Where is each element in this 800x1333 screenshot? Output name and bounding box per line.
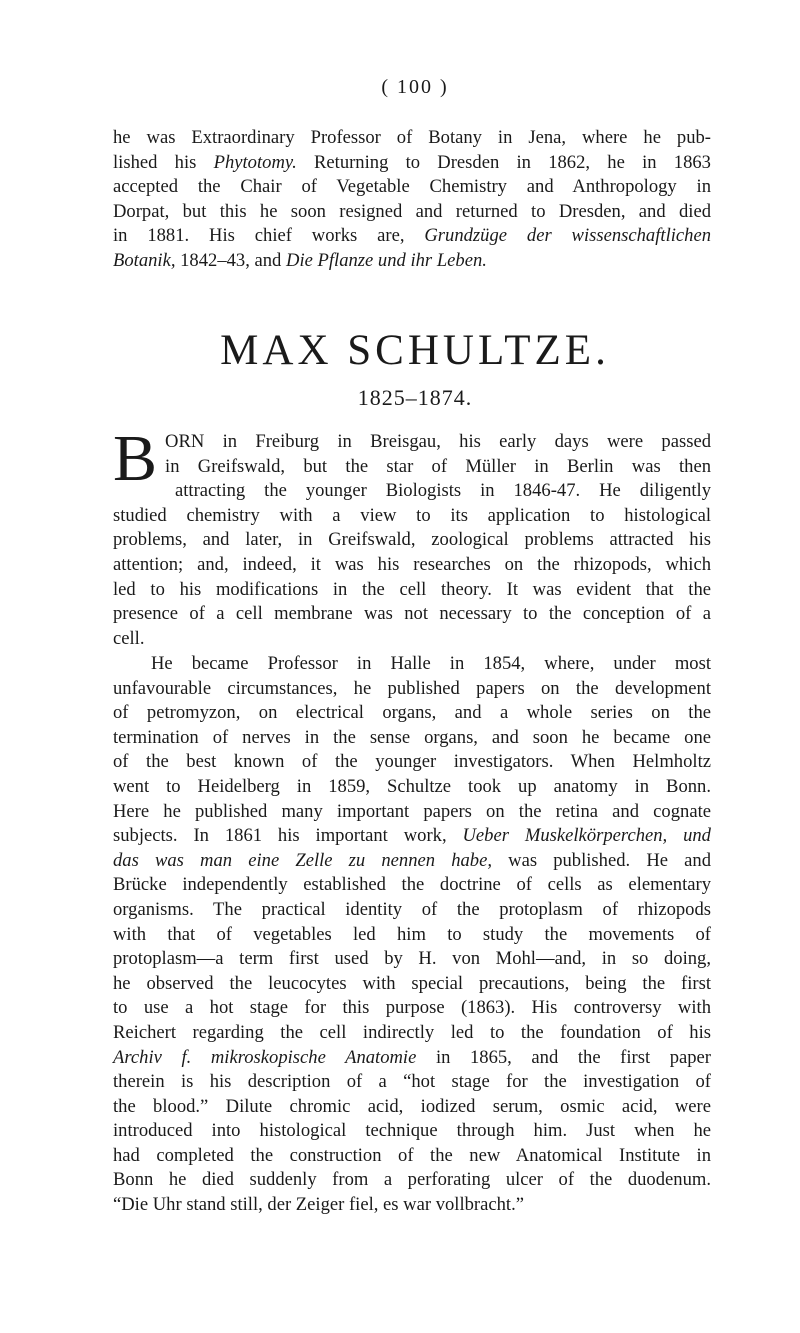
text-line: unfavourable circumstances, he published papers on the development [113, 677, 711, 699]
text-line: accepted the Chair of Vegetable Chemistry and Anthropology in [113, 176, 711, 198]
book-title: Die Pflanze und ihr Leben. [286, 249, 487, 271]
text-line: attracting the younger Biologists in 1846-47. He diligently [175, 480, 711, 502]
text-line: Brücke independently established the doctrine of cells as elementary [113, 874, 711, 896]
text-line: with that of vegetables led him to study the movements of [113, 923, 711, 945]
text-line: presence of a cell membrane was not necessary to the conception of a [113, 603, 711, 625]
book-title: Grundzüge der wissenschaftlichen [424, 225, 711, 247]
intro-paragraph [113, 126, 711, 274]
text-span: was published. He and [492, 849, 711, 871]
text-span: in 1881. His chief works are, [113, 225, 425, 247]
text-line: he observed the leucocytes with special precautions, being the first [113, 972, 711, 994]
book-title: Botanik, [113, 249, 176, 271]
text-line: “Die Uhr stand still, der Zeiger fiel, es war vollbracht.” [113, 1194, 524, 1216]
text-line: of petromyzon, on electrical organs, and a whole series on the [113, 702, 711, 724]
paragraph-2 [113, 652, 711, 1218]
text-line [113, 249, 711, 274]
text-line: attention; and, indeed, it was his researches on the rhizopods, which [113, 553, 711, 575]
work-title: das was man eine Zelle zu nennen habe, [113, 849, 492, 871]
text-line: therein is his description of a “hot stage for the investigation of [113, 1071, 711, 1093]
text-line: organisms. The practical identity of the protoplasm of rhizopods [113, 898, 711, 920]
text-line [113, 224, 711, 249]
text-line: studied chemistry with a view to its application to histological [113, 504, 711, 526]
text-span: lished his [113, 151, 214, 173]
text-line: he was Extraordinary Professor of Botany in Jena, where he pub- [113, 127, 711, 148]
text-line: cell. [113, 627, 145, 649]
page-number: ( 100 ) [381, 76, 449, 98]
text-line: Here he published many important papers on the retina and cognate [113, 800, 711, 822]
text-line: He became Professor in Halle in 1854, where, under most [151, 653, 711, 674]
text-line: to use a hot stage for this purpose (1863). His controversy with [113, 997, 711, 1019]
text-line: led to his modifications in the cell theory. It was evident that the [113, 578, 711, 600]
text-line: went to Heidelberg in 1859, Schultze took up anatomy in Bonn. [113, 775, 711, 797]
text-line: protoplasm—a term first used by H. von Mohl—and, in so doing, [113, 948, 711, 970]
text-line: in Greifswald, but the star of Müller in Berlin was then [165, 455, 711, 477]
text-line: introduced into histological technique through him. Just when he [113, 1120, 711, 1142]
text-span: subjects. In 1861 his important work, [113, 825, 463, 847]
text-line: of the best known of the younger investigators. When Helmholtz [113, 751, 711, 773]
drop-cap: B [113, 422, 158, 495]
text-line: Reichert regarding the cell indirectly led to the foundation of his [113, 1021, 711, 1043]
text-line: ORN in Freiburg in Breisgau, his early days were passed [165, 431, 711, 452]
text-span: Returning to Dresden in 1862, he in 1863 [296, 151, 711, 173]
text-line [113, 849, 711, 874]
text-span: in 1865, and the first paper [416, 1046, 711, 1068]
article-title: MAX SCHULTZE. [220, 327, 610, 374]
work-title: Ueber Muskelkörperchen, und [462, 825, 711, 847]
book-title: Phytotomy. [213, 151, 297, 173]
article-dates: 1825–1874. [357, 385, 473, 410]
text-line [113, 824, 711, 849]
text-line: Bonn he died suddenly from a perforating ulcer of the duodenum. [113, 1169, 711, 1191]
text-line [113, 151, 711, 176]
text-line [113, 1046, 711, 1071]
text-span: 1842–43, and [175, 249, 287, 271]
text-line: problems, and later, in Greifswald, zoological problems attracted his [113, 529, 711, 551]
text-line: the blood.” Dilute chromic acid, iodized serum, osmic acid, were [113, 1095, 711, 1117]
paragraph-1 [113, 422, 711, 651]
text-line: termination of nerves in the sense organs, and soon he became one [113, 726, 711, 748]
text-line: Dorpat, but this he soon resigned and returned to Dresden, and died [113, 200, 711, 222]
text-line: had completed the construction of the new Anatomical Institute in [113, 1144, 711, 1166]
journal-title: Archiv f. mikroskopische Anatomie [113, 1046, 417, 1068]
